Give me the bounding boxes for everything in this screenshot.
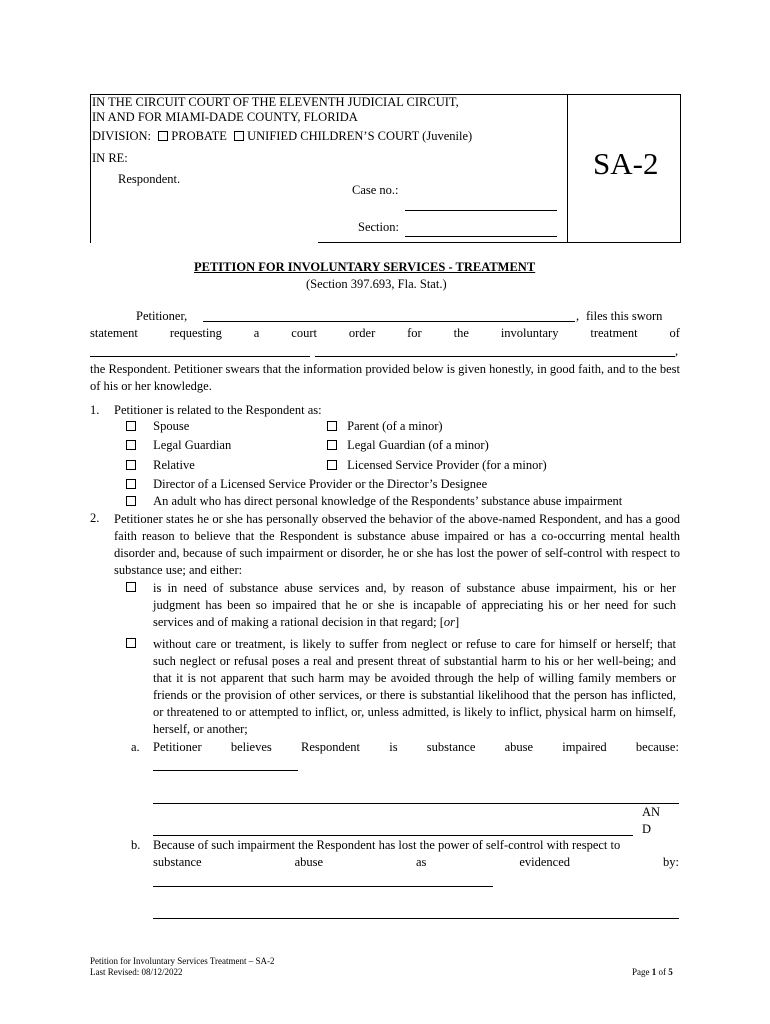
parent-minor-checkbox[interactable] xyxy=(327,421,337,431)
sub-a-word: abuse xyxy=(504,740,534,754)
petitioner-label: Petitioner, xyxy=(136,309,188,323)
licensed-provider-minor-checkbox[interactable] xyxy=(327,460,337,470)
legal-guardian-minor-label: Legal Guardian (of a minor) xyxy=(347,438,489,452)
request-word: requesting xyxy=(169,326,222,340)
option-adult-knowledge[interactable] xyxy=(126,494,622,509)
section-label: Section: xyxy=(358,220,399,234)
legal-guardian-checkbox[interactable] xyxy=(126,440,136,450)
unified-court-label: UNIFIED CHILDREN’S COURT (Juvenile) xyxy=(247,129,473,143)
respondent-name-field-1[interactable] xyxy=(90,356,310,357)
adult-knowledge-label: An adult who has direct personal knowledge of the Respondents’ substance abuse impairment xyxy=(153,494,623,508)
option-spouse[interactable] xyxy=(126,419,189,434)
parent-minor-label: Parent (of a minor) xyxy=(347,419,443,433)
option-b-text: without care or treatment, is likely to suffer from neglect or refuse to care for himself or herself; that such neglect or refusal poses a real and present threat of substantial harm to his or her well-being; and that it is not apparent that such harm may be avoided through the help of willing family members or friends or the provision of other services, or there is substantial likelihood that the person has inflicted, or threatened to or attempted to inflict, or, unless admitted, is likely to inflict, physical harm on himself, herself, or another; xyxy=(153,637,676,736)
item-1-text: Petitioner is related to the Respondent as: xyxy=(114,403,322,417)
sub-a-word: substance xyxy=(426,740,476,754)
and-connector-top: AN xyxy=(642,805,661,819)
sub-a-word: because: xyxy=(635,740,679,754)
sub-b-label: b. xyxy=(131,838,141,852)
option-relative[interactable] xyxy=(126,458,195,473)
legal-guardian-minor-checkbox[interactable] xyxy=(327,440,337,450)
caption-bottom-line xyxy=(318,242,680,243)
sub-b-field-1[interactable] xyxy=(153,886,493,887)
court-line-2: IN AND FOR MIAMI-DADE COUNTY, FLORIDA xyxy=(92,110,358,124)
item-1-number: 1. xyxy=(90,403,100,417)
licensed-provider-minor-label: Licensed Service Provider (for a minor) xyxy=(347,458,547,472)
option-director[interactable] xyxy=(126,477,487,492)
comma: , xyxy=(576,309,580,323)
files-sworn-text: files this sworn xyxy=(586,309,663,323)
respondent-label: Respondent. xyxy=(118,172,181,186)
sub-b-word: as xyxy=(415,855,427,869)
request-word: treatment xyxy=(590,326,638,340)
court-line-1: IN THE CIRCUIT COURT OF THE ELEVENTH JUDICIAL CIRCUIT, xyxy=(92,95,459,109)
sub-a-word: believes xyxy=(230,740,272,754)
sub-a-field-1[interactable] xyxy=(153,770,298,771)
caption-divider xyxy=(567,94,568,243)
section-field[interactable] xyxy=(405,236,557,237)
request-word: a xyxy=(253,326,260,340)
sub-b-word: evidenced xyxy=(519,855,571,869)
probate-label: PROBATE xyxy=(171,129,227,143)
option-a-checkbox-row xyxy=(126,580,136,595)
option-a-text xyxy=(153,580,676,631)
page-number xyxy=(632,967,673,977)
sub-a-word: impaired xyxy=(562,740,607,754)
request-word: statement xyxy=(90,326,138,340)
option-a-body: is in need of substance abuse services and, by reason of substance abuse impairment, his or her judgment has been so impaired that he or she is incapable of appreciating his or her need for such services and of making a rational decision in that regard; [ xyxy=(153,581,676,629)
and-connector-bottom: D xyxy=(642,822,652,836)
in-re-label: IN RE: xyxy=(92,151,128,165)
legal-guardian-label: Legal Guardian xyxy=(153,438,232,452)
sub-b-line-1: Because of such impairment the Respondent has lost the power of self-control with respect to xyxy=(153,838,621,852)
spouse-checkbox[interactable] xyxy=(126,421,136,431)
probate-checkbox[interactable] xyxy=(158,131,168,141)
option-parent-minor[interactable] xyxy=(327,419,443,434)
page-total: 5 xyxy=(668,967,673,977)
option-a-close-bracket: ] xyxy=(455,615,460,629)
footer-form-title: Petition for Involuntary Services Treatment – SA-2 xyxy=(90,956,275,966)
request-word: court xyxy=(291,326,317,340)
request-statement-line xyxy=(90,326,680,341)
relative-checkbox[interactable] xyxy=(126,460,136,470)
sub-a-word: Respondent xyxy=(300,740,361,754)
sub-b-word: by: xyxy=(662,855,679,869)
option-a-checkbox[interactable] xyxy=(126,582,136,592)
option-a-or: or xyxy=(443,615,455,629)
case-no-label: Case no.: xyxy=(352,183,399,197)
sub-b-field-2[interactable] xyxy=(153,918,679,919)
sub-a-word: Petitioner xyxy=(153,740,202,754)
option-legal-guardian[interactable] xyxy=(126,438,231,453)
case-no-field[interactable] xyxy=(405,210,557,211)
director-checkbox[interactable] xyxy=(126,479,136,489)
division-label: DIVISION: xyxy=(92,129,152,143)
page-prefix: Page xyxy=(632,967,650,977)
spouse-label: Spouse xyxy=(153,419,190,433)
sworn-statement: the Respondent. Petitioner swears that the information provided below is given honestly, in good faith, and to the best of his or her knowledge. xyxy=(90,362,680,393)
sub-a-word: is xyxy=(389,740,398,754)
option-b-checkbox[interactable] xyxy=(126,638,136,648)
form-code: SA-2 xyxy=(593,146,659,181)
unified-court-checkbox[interactable] xyxy=(234,131,244,141)
request-word: order xyxy=(348,326,376,340)
respondent-name-field-2[interactable] xyxy=(315,356,675,357)
comma: , xyxy=(675,344,679,358)
sub-a-field-3[interactable] xyxy=(153,835,633,836)
request-word: the xyxy=(453,326,469,340)
division-row xyxy=(92,129,472,144)
statute-reference: (Section 397.693, Fla. Stat.) xyxy=(306,277,447,291)
request-word: of xyxy=(669,326,680,340)
director-label: Director of a Licensed Service Provider or the Director’s Designee xyxy=(153,477,488,491)
relative-label: Relative xyxy=(153,458,195,472)
request-word: involuntary xyxy=(500,326,559,340)
sub-b-word: abuse xyxy=(294,855,324,869)
option-licensed-provider-minor[interactable] xyxy=(327,458,547,473)
option-legal-guardian-minor[interactable] xyxy=(327,438,489,453)
sub-b-word: substance xyxy=(153,855,202,869)
option-b-checkbox-row xyxy=(126,636,136,651)
sub-a-field-2[interactable] xyxy=(153,803,679,804)
sub-a-label: a. xyxy=(131,740,140,754)
page-of: of xyxy=(658,967,666,977)
page-current: 1 xyxy=(651,967,657,977)
request-word: for xyxy=(407,326,422,340)
petitioner-name-field[interactable] xyxy=(203,321,575,322)
sub-b-line-2 xyxy=(153,855,679,870)
item-2-number: 2. xyxy=(90,511,100,525)
sub-a-line xyxy=(153,740,679,755)
item-2-text: Petitioner states he or she has personally observed the behavior of the above-named Respondent, and has a good faith reason to believe that the Respondent is substance abuse impaired or has a co-occurring mental health disorder and, because of such impairment or disorder, he or she has lost the power of self-control with respect to substance use; and either: xyxy=(114,512,680,577)
page-title: PETITION FOR INVOLUNTARY SERVICES - TREATMENT xyxy=(194,260,536,274)
footer-revised: Last Revised: 08/12/2022 xyxy=(90,967,183,977)
adult-knowledge-checkbox[interactable] xyxy=(126,496,136,506)
